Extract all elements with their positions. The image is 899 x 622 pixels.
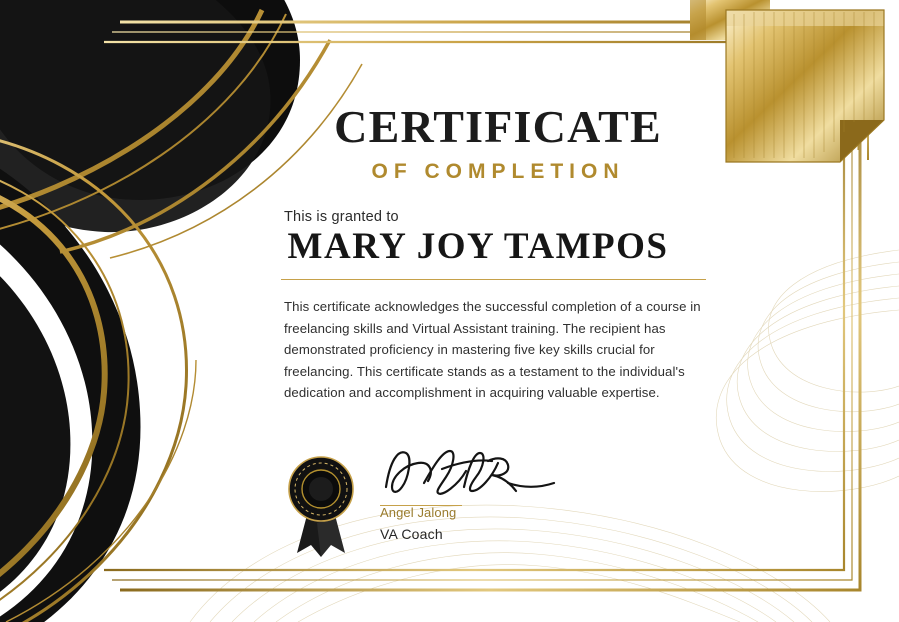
signature-role: VA Coach [380,526,443,542]
award-seal-icon [279,449,363,557]
signature-mark [380,443,560,505]
divider-rule [281,279,706,280]
signature-block [380,443,600,543]
certificate-subtitle: OF COMPLETION [371,160,625,183]
black-swirl-artwork [0,0,300,622]
signature-name: Angel Jalong [380,505,457,520]
granted-label: This is granted to [284,209,399,225]
gold-ribbon [690,0,884,162]
certificate-title: CERTIFICATE [334,101,662,152]
certificate-body-text: This certificate acknowledges the successful completion of a course in freelancing skills and Virtual Assistant training. The recipient has demonstrated proficiency in mastering five key skills crucial for freelancing. This certificate stands as a testament to the individual's dedication and accomplishment in acquiring valuable expertise. [284,299,701,400]
recipient-name: MARY JOY TAMPOS [287,226,669,267]
